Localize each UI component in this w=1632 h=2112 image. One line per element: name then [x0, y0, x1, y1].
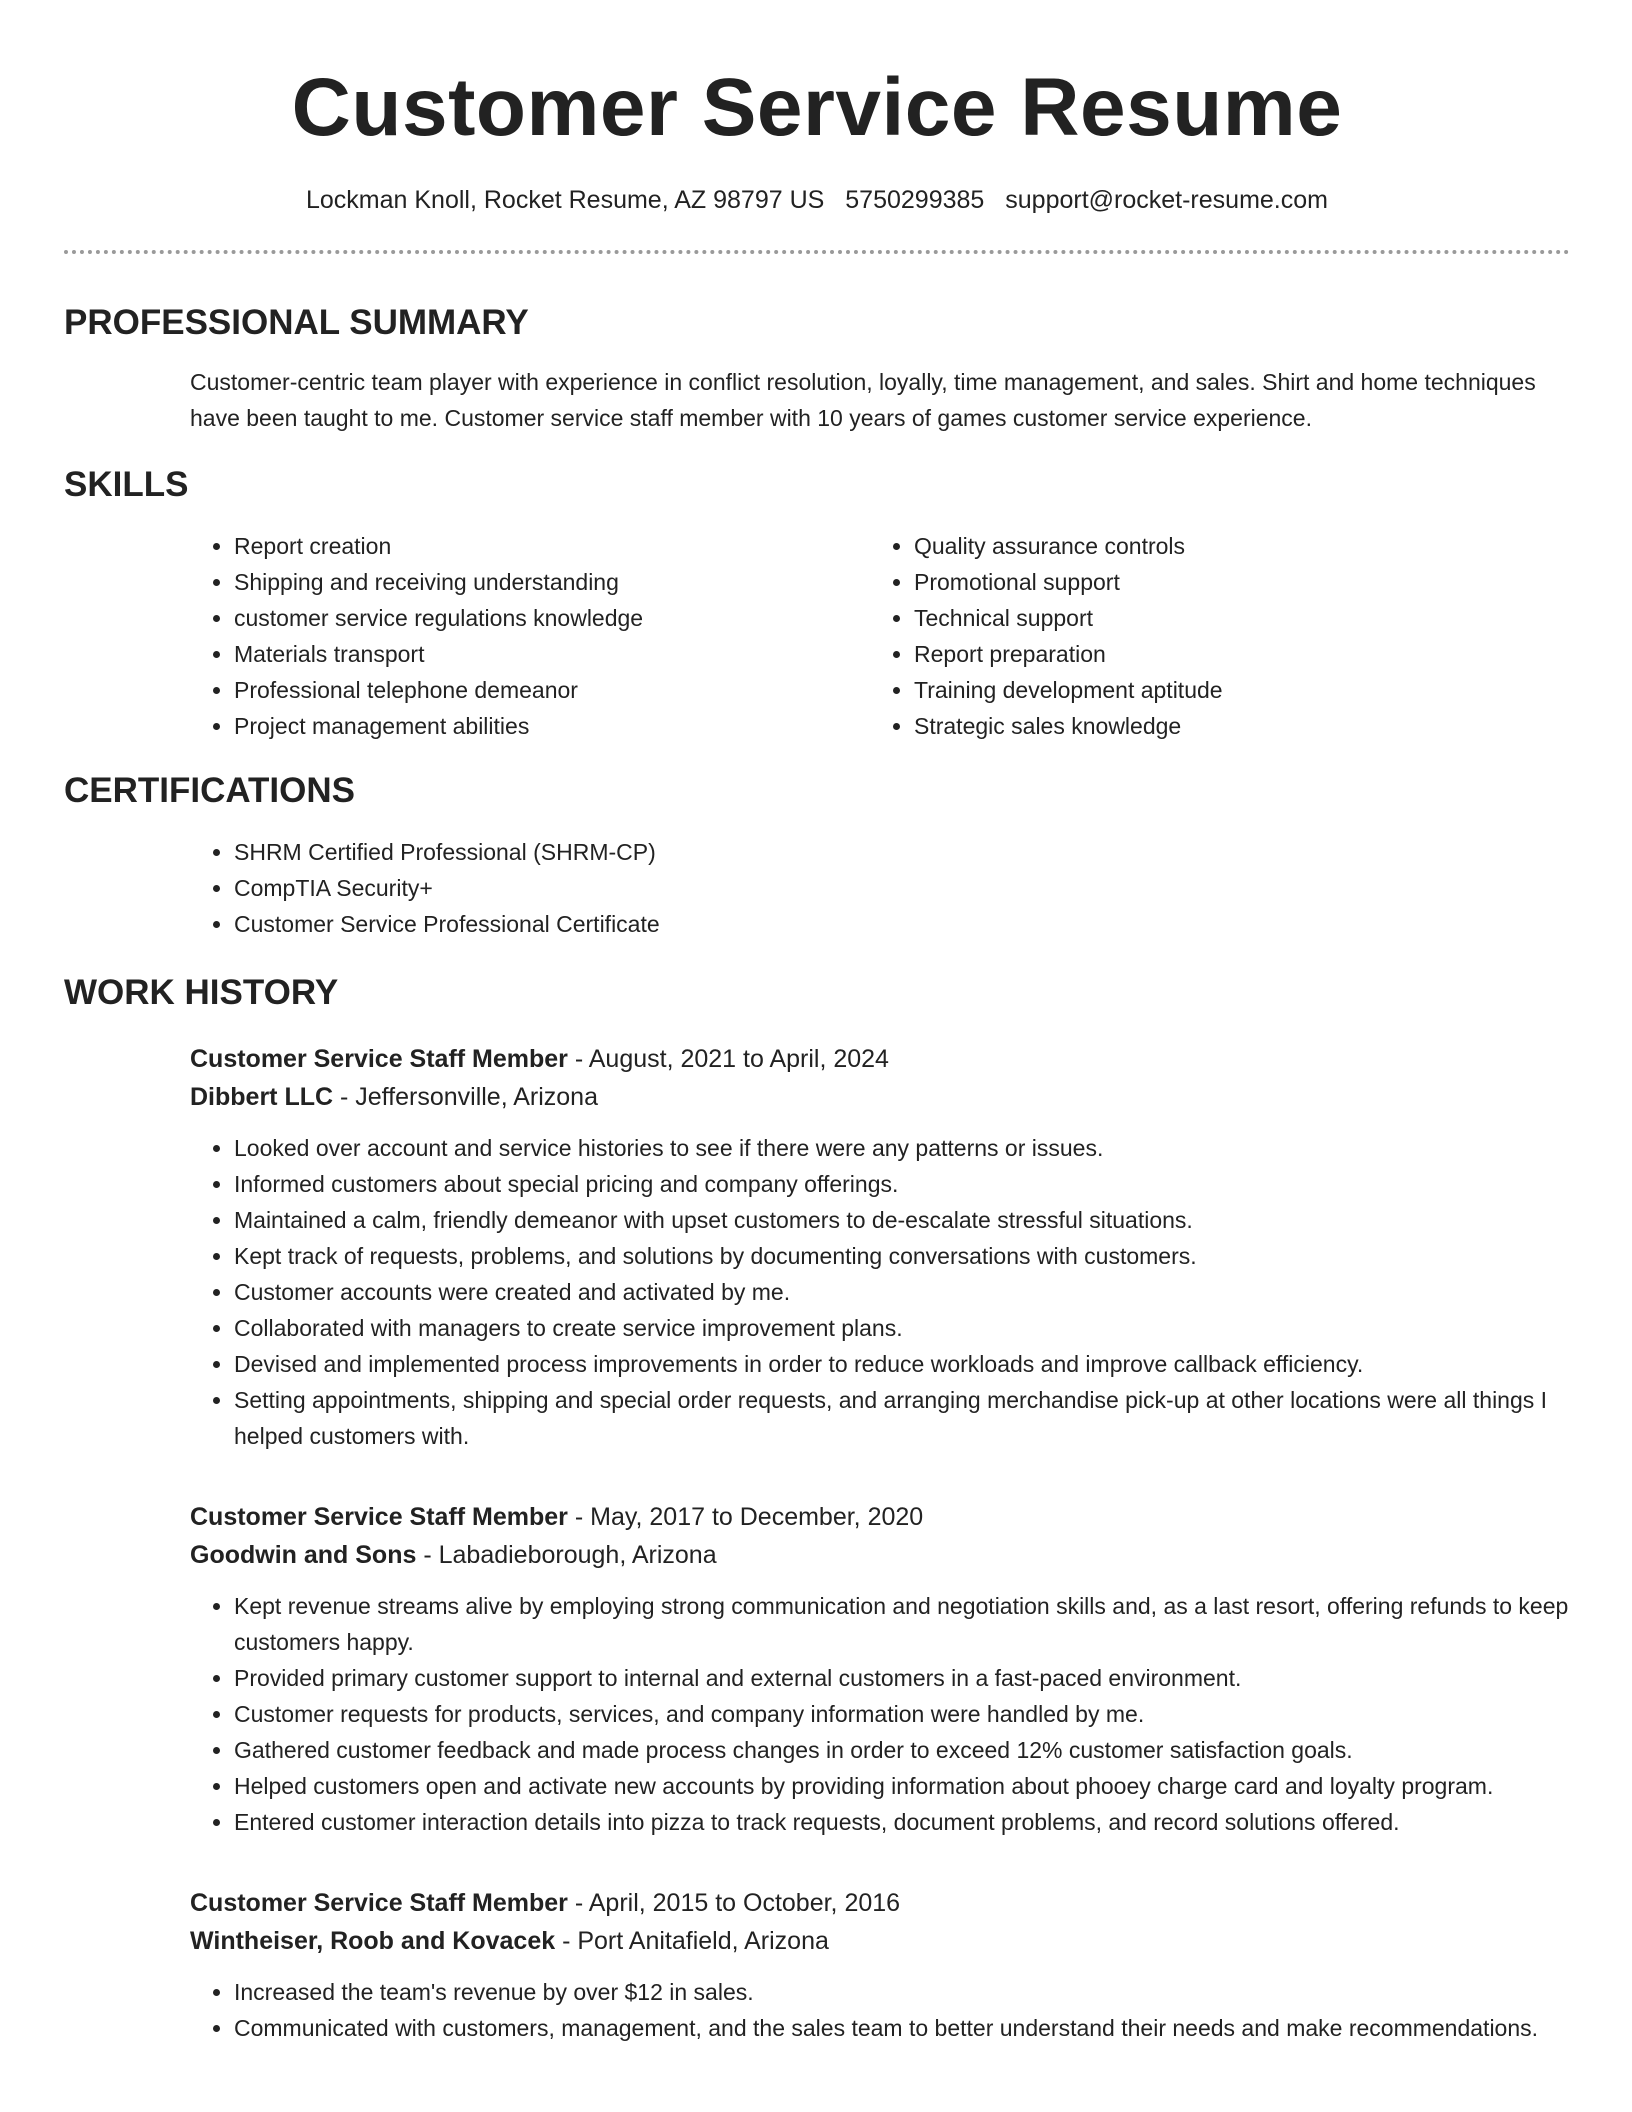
job-company: Goodwin and Sons — [190, 1541, 417, 1569]
skill-item: • Project management abilities — [234, 708, 870, 744]
job-dates: - August, 2021 to April, 2024 — [567, 1045, 889, 1073]
certification-item: • CompTIA Security+ — [234, 870, 1570, 906]
job-company: Wintheiser, Roob and Kovacek — [190, 1927, 556, 1955]
job-bullet: • Customer requests for products, services, and company information were handled by me. — [234, 1696, 1570, 1732]
job-bullet: • Helped customers open and activate new accounts by providing information about phooey charge card and loyalty program. — [234, 1768, 1570, 1804]
contact-line — [64, 184, 1570, 216]
job-company-line — [190, 1922, 1570, 1960]
skill-item: • Strategic sales knowledge — [914, 708, 1550, 744]
skill-item: • Training development aptitude — [914, 672, 1550, 708]
skills-grid — [190, 528, 1570, 744]
resume-page — [64, 0, 1570, 2046]
job-bullet: • Devised and implemented process improvements in order to reduce workloads and improve callback efficiency. — [234, 1346, 1570, 1382]
job-dates: - April, 2015 to October, 2016 — [567, 1889, 901, 1917]
job-bullet: • Collaborated with managers to create service improvement plans. — [234, 1310, 1570, 1346]
summary-text: Customer-centric team player with experience in conflict resolution, loyally, time management, and sales. Shirt and home techniques have been taught to me. Customer service staff member with 10 years of games customer service experience. — [190, 369, 1536, 431]
job-bullets — [190, 1974, 1570, 2046]
job-dates: - May, 2017 to December, 2020 — [567, 1503, 924, 1531]
skill-item: • customer service regulations knowledge — [234, 600, 870, 636]
job-location: - Jeffersonville, Arizona — [333, 1083, 598, 1111]
job-role: Customer Service Staff Member — [190, 1889, 568, 1917]
skills-heading: SKILLS — [64, 465, 189, 504]
skill-item: • Report creation — [234, 528, 870, 564]
phone-text: 5750299385 — [845, 186, 985, 214]
job-location: - Labadieborough, Arizona — [416, 1541, 717, 1569]
job-role-line — [190, 1498, 1570, 1536]
certifications-heading: CERTIFICATIONS — [64, 771, 356, 810]
summary-heading: PROFESSIONAL SUMMARY — [64, 303, 529, 342]
skill-item: • Shipping and receiving understanding — [234, 564, 870, 600]
job-role-line — [190, 1884, 1570, 1922]
job-bullet: • Kept revenue streams alive by employing strong communication and negotiation skills and, as a last resort, offering refunds to keep customers happy. — [234, 1588, 1570, 1660]
job-role: Customer Service Staff Member — [190, 1045, 568, 1073]
job-entry — [190, 1884, 1570, 2046]
job-company: Dibbert LLC — [190, 1083, 334, 1111]
skills-column-left — [190, 528, 870, 744]
resume-title: Customer Service Resume — [291, 62, 1343, 153]
skills-list-left — [190, 528, 870, 744]
address-text: Lockman Knoll, Rocket Resume, AZ 98797 US — [306, 186, 825, 214]
job-bullets — [190, 1130, 1570, 1454]
skill-item: • Promotional support — [914, 564, 1550, 600]
job-bullet: • Maintained a calm, friendly demeanor with upset customers to de-escalate stressful situations. — [234, 1202, 1570, 1238]
skills-column-right — [870, 528, 1550, 744]
certification-item: • Customer Service Professional Certificate — [234, 906, 1570, 942]
job-bullet: • Kept track of requests, problems, and solutions by documenting conversations with customers. — [234, 1238, 1570, 1274]
job-bullet: • Looked over account and service histories to see if there were any patterns or issues. — [234, 1130, 1570, 1166]
job-bullet: • Provided primary customer support to internal and external customers in a fast-paced environment. — [234, 1660, 1570, 1696]
certifications-block — [190, 834, 1570, 942]
job-bullet: • Customer accounts were created and activated by me. — [234, 1274, 1570, 1310]
job-company-line — [190, 1536, 1570, 1574]
header-divider — [64, 250, 1570, 254]
skill-item: • Materials transport — [234, 636, 870, 672]
job-bullet: • Gathered customer feedback and made process changes in order to exceed 12% customer satisfaction goals. — [234, 1732, 1570, 1768]
job-role-line — [190, 1040, 1570, 1078]
job-location: - Port Anitafield, Arizona — [555, 1927, 829, 1955]
job-entry — [190, 1498, 1570, 1840]
certifications-list — [190, 834, 1570, 942]
job-role: Customer Service Staff Member — [190, 1503, 568, 1531]
job-bullet: • Setting appointments, shipping and special order requests, and arranging merchandise pick-up at other locations were all things I helped customers with. — [234, 1382, 1570, 1454]
job-bullet: • Entered customer interaction details into pizza to track requests, document problems, and record solutions offered. — [234, 1804, 1570, 1840]
job-company-line — [190, 1078, 1570, 1116]
job-bullet: • Communicated with customers, management, and the sales team to better understand their needs and make recommendations. — [234, 2010, 1570, 2046]
skill-item: • Report preparation — [914, 636, 1550, 672]
work-history-heading: WORK HISTORY — [64, 973, 339, 1012]
job-entry — [190, 1040, 1570, 1454]
job-bullet: • Increased the team's revenue by over $12 in sales. — [234, 1974, 1570, 2010]
certification-item: • SHRM Certified Professional (SHRM-CP) — [234, 834, 1570, 870]
skills-list-right — [870, 528, 1550, 744]
job-bullets — [190, 1588, 1570, 1840]
skill-item: • Professional telephone demeanor — [234, 672, 870, 708]
email-text: support@rocket-resume.com — [1005, 186, 1328, 214]
skill-item: • Technical support — [914, 600, 1550, 636]
skill-item: • Quality assurance controls — [914, 528, 1550, 564]
job-bullet: • Informed customers about special pricing and company offerings. — [234, 1166, 1570, 1202]
